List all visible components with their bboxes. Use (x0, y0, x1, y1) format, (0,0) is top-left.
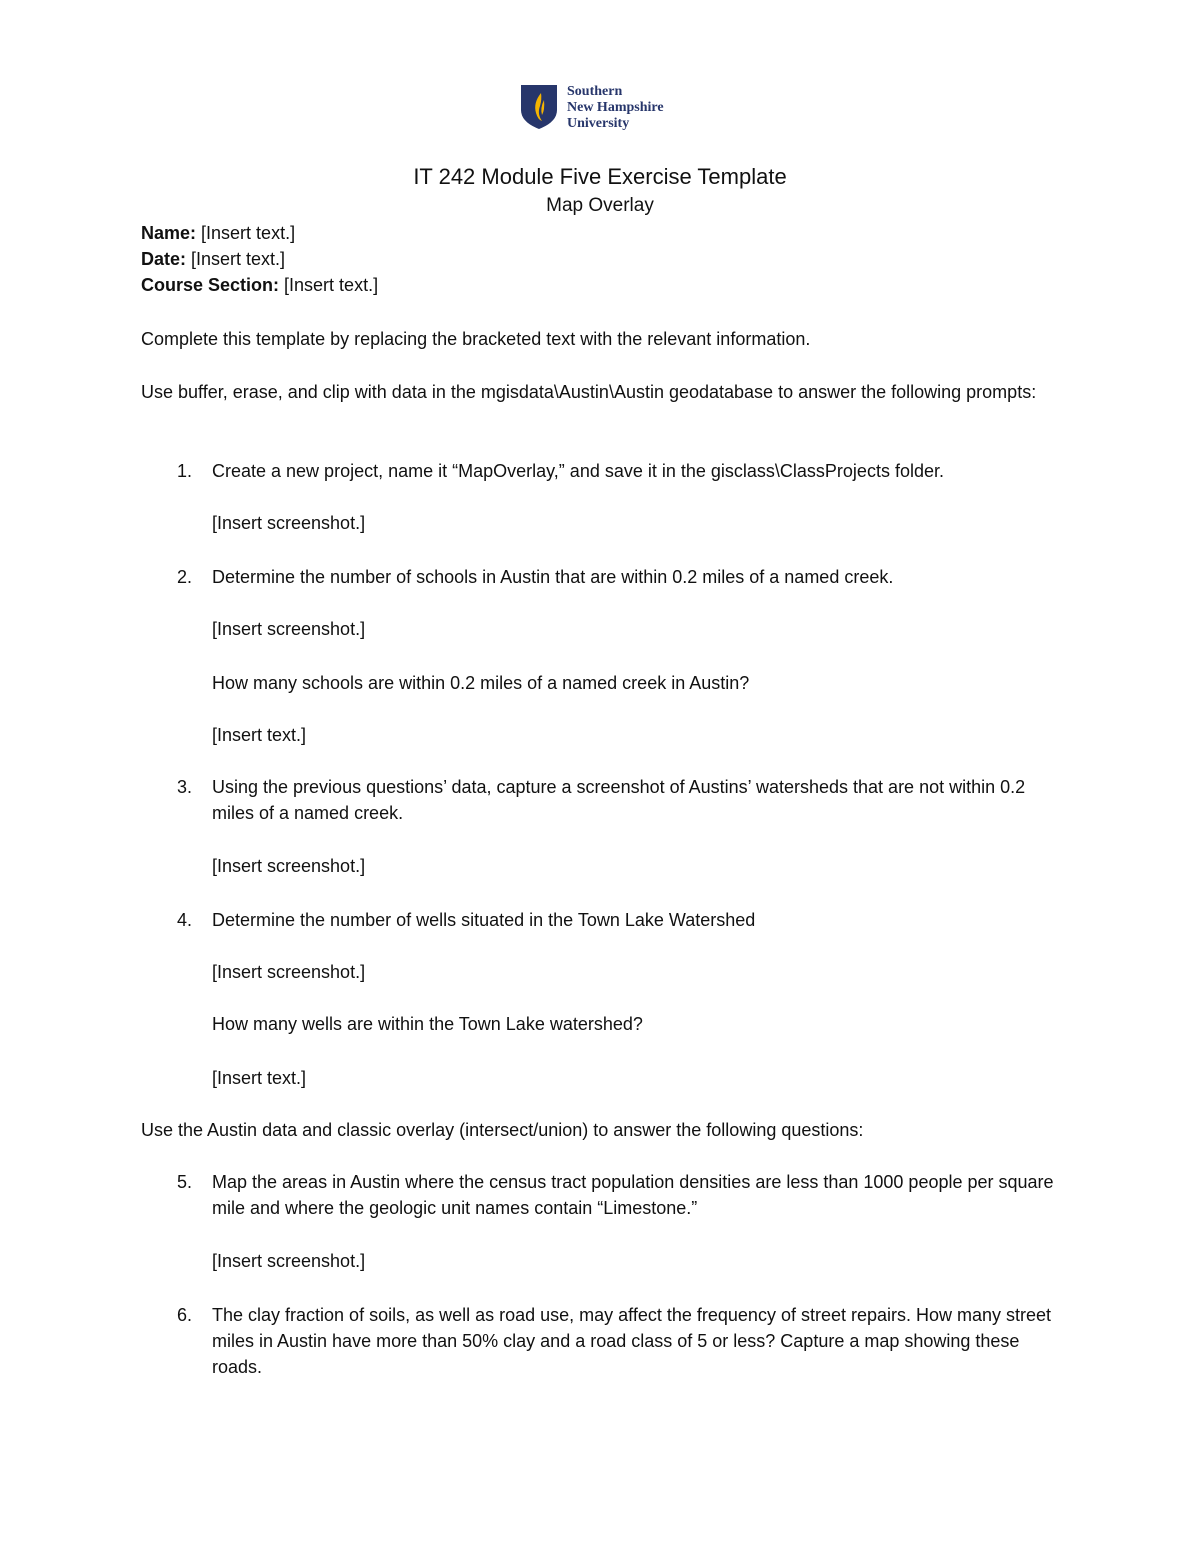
item-number: 5. (177, 1172, 193, 1192)
screenshot-placeholder[interactable]: [Insert screenshot.] (212, 962, 366, 982)
course-section-label: Course Section: (141, 275, 280, 295)
logo-line: University (567, 116, 630, 131)
date-field (141, 246, 1071, 272)
item-text: Using the previous questions’ data, capture a screenshot of Austins’ watersheds that are not within 0.2 miles of a named creek. (212, 777, 1026, 823)
course-section-field (141, 272, 1071, 298)
name-label: Name: (141, 223, 197, 243)
item-text: Determine the number of wells situated in the Town Lake Watershed (212, 910, 756, 930)
name-field (141, 220, 1071, 246)
screenshot-placeholder[interactable]: [Insert screenshot.] (212, 513, 366, 533)
item-number: 2. (177, 567, 193, 587)
item-text: Map the areas in Austin where the census tract population densities are less than 1000 people per square mile and where the geologic unit names contain “Limestone.” (212, 1172, 1054, 1218)
screenshot-placeholder[interactable]: [Insert screenshot.] (212, 1251, 366, 1271)
question-text: How many wells are within the Town Lake watershed? (212, 1014, 643, 1034)
intro-paragraph: Complete this template by replacing the bracketed text with the relevant information. (141, 329, 811, 349)
item-text: The clay fraction of soils, as well as road use, may affect the frequency of street repairs. How many street miles in Austin have more than 50% clay and a road class of 5 or less? Capture a map showing these roads. (212, 1305, 1052, 1377)
logo-wordmark (567, 84, 664, 132)
screenshot-placeholder[interactable]: [Insert screenshot.] (212, 856, 366, 876)
screenshot-placeholder[interactable]: [Insert screenshot.] (212, 619, 366, 639)
text-placeholder[interactable]: [Insert text.] (212, 725, 307, 745)
item-text: Create a new project, name it “MapOverlay,” and save it in the gisclass\ClassProjects folder. (212, 461, 944, 481)
document-subtitle: Map Overlay (546, 195, 654, 216)
logo-line: New Hampshire (567, 100, 664, 115)
text-placeholder[interactable]: [Insert text.] (212, 1068, 307, 1088)
shield-icon (520, 84, 558, 130)
document-title: IT 242 Module Five Exercise Template (413, 164, 787, 189)
snhu-logo (520, 84, 700, 132)
buffer-intro-paragraph: Use buffer, erase, and clip with data in the mgisdata\Austin\Austin geodatabase to answer the following prompts: (141, 382, 1037, 402)
question-text: How many schools are within 0.2 miles of a named creek in Austin? (212, 673, 750, 693)
name-value[interactable]: [Insert text.] (196, 223, 296, 243)
date-label: Date: (141, 249, 187, 269)
item-number: 3. (177, 777, 193, 797)
item-number: 4. (177, 910, 193, 930)
item-number: 1. (177, 461, 193, 481)
date-value[interactable]: [Insert text.] (186, 249, 286, 269)
logo-line: Southern (567, 84, 623, 99)
item-text: Determine the number of schools in Austin that are within 0.2 miles of a named creek. (212, 567, 894, 587)
course-section-value[interactable]: [Insert text.] (279, 275, 379, 295)
overlay-intro-paragraph: Use the Austin data and classic overlay (intersect/union) to answer the following questions: (141, 1120, 864, 1140)
item-number: 6. (177, 1305, 193, 1325)
